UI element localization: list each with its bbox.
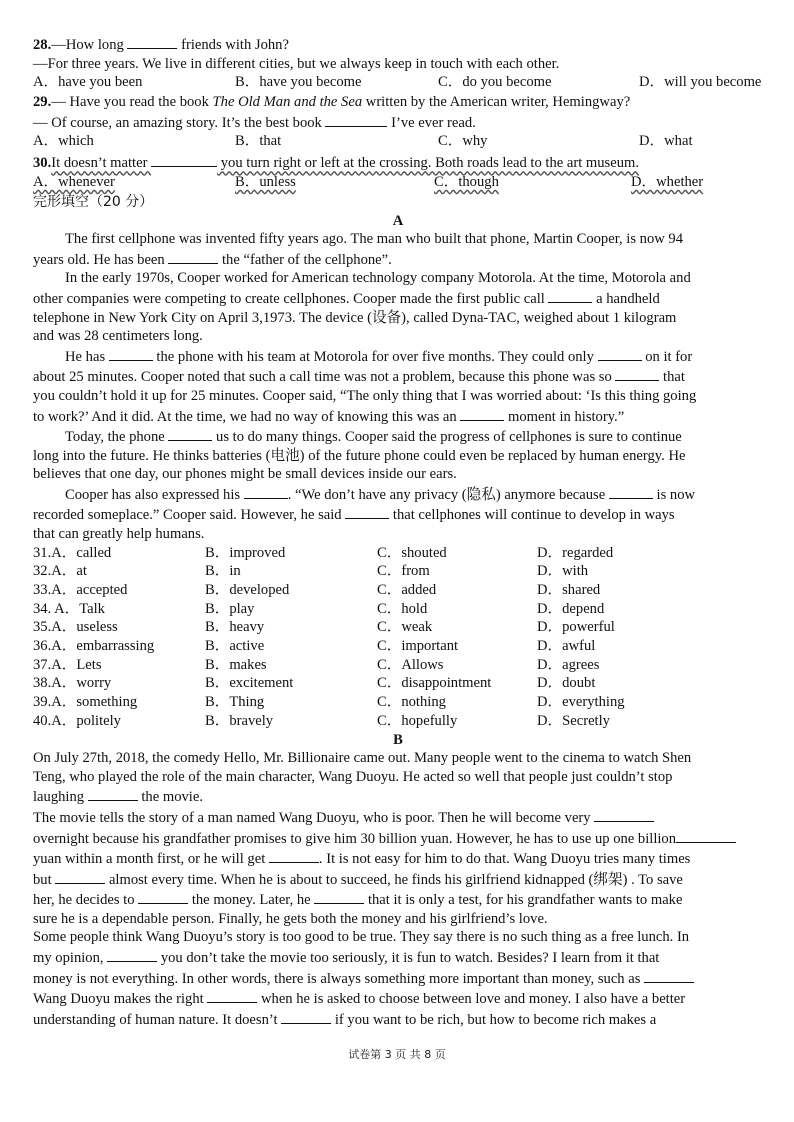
option: D．agrees bbox=[537, 656, 600, 673]
answer-blank bbox=[281, 1009, 331, 1024]
option: C．though bbox=[434, 173, 499, 190]
blank-40 bbox=[345, 504, 389, 519]
option: D．doubt bbox=[537, 675, 596, 692]
passage-line: about 25 minutes. Cooper noted that such a call time was not a problem, because this phone was so that bbox=[33, 366, 763, 387]
option: D．powerful bbox=[537, 619, 615, 636]
passage-line: He has the phone with his team at Motorola for over five months. They could only on it for bbox=[33, 346, 763, 367]
blank-33 bbox=[109, 346, 153, 361]
answer-blank bbox=[88, 786, 138, 801]
option: 36.A．embarrassing bbox=[33, 638, 155, 655]
option: C．weak bbox=[377, 619, 433, 636]
page-footer: 试卷第 3 页 共 8 页 bbox=[348, 1048, 446, 1061]
option-row bbox=[33, 674, 763, 693]
answer-blank bbox=[676, 828, 736, 843]
option: B．play bbox=[205, 600, 255, 617]
answer-blank bbox=[107, 947, 157, 962]
option: B．in bbox=[205, 563, 241, 580]
option: C．why bbox=[438, 133, 488, 150]
passage-line: to work?’ And it did. At the time, we had no way of knowing this was an moment in history.” bbox=[33, 406, 763, 427]
blank-39 bbox=[609, 484, 653, 499]
passage-line: The movie tells the story of a man named Wang Duoyu, who is poor. Then he will become very bbox=[33, 807, 763, 828]
passage-line: yuan within a month first, or he will get . It is not easy for him to do that. Wang Duoyu tries many times bbox=[33, 848, 763, 869]
passage-line: my opinion, you don’t take the movie too seriously, it is fun to watch. Besides? I learn from it that bbox=[33, 947, 763, 968]
answer-blank bbox=[127, 34, 177, 49]
options-28 bbox=[33, 73, 763, 93]
option: D．regarded bbox=[537, 544, 614, 561]
option: C．Allows bbox=[377, 656, 444, 673]
option: A．which bbox=[33, 133, 94, 150]
option: 31.A．called bbox=[33, 544, 112, 561]
exam-page bbox=[33, 34, 763, 1029]
options-grid bbox=[33, 544, 763, 731]
question-29: 29.— Have you read the book The Old Man and the Sea written by the American writer, Hemingway? bbox=[33, 94, 631, 111]
question-number: 30. bbox=[33, 155, 52, 172]
passage-line: Cooper has also expressed his . “We don’t have any privacy (隐私) anymore because is now bbox=[33, 484, 763, 505]
option: D．awful bbox=[537, 638, 596, 655]
option-row bbox=[33, 618, 763, 637]
answer-blank bbox=[269, 848, 319, 863]
passage-line: Today, the phone us to do many things. Cooper said the progress of cellphones is sure to continue bbox=[33, 426, 763, 447]
option-row bbox=[33, 562, 763, 581]
passage-line: laughing the movie. bbox=[33, 786, 763, 807]
passage-line: understanding of human nature. It doesn’t if you want to be rich, but how to become rich makes a bbox=[33, 1009, 763, 1030]
options-30 bbox=[33, 173, 763, 193]
option: D．will you become bbox=[639, 74, 762, 91]
option: C．hold bbox=[377, 600, 428, 617]
option: 37.A．Lets bbox=[33, 656, 102, 673]
option: B．heavy bbox=[205, 619, 265, 636]
blank-35 bbox=[615, 366, 659, 381]
option: C．disappointment bbox=[377, 675, 492, 692]
section-title: 完形填空（20 分） bbox=[33, 193, 154, 210]
option: B．unless bbox=[235, 173, 296, 190]
book-title: The Old Man and the Sea bbox=[212, 94, 363, 111]
blank-38 bbox=[244, 484, 288, 499]
option: D．shared bbox=[537, 582, 601, 599]
passage-b-title: B bbox=[393, 731, 403, 748]
passage-line: Teng, who played the role of the main character, Wang Duoyu. He acted so well that people just couldn’t stop bbox=[33, 768, 673, 785]
answer-blank bbox=[314, 889, 364, 904]
passage-line: years old. He has been the “father of the cellphone”. bbox=[33, 249, 763, 270]
passage-a-title: A bbox=[392, 212, 404, 229]
question-number: 29. bbox=[33, 94, 52, 111]
options-29 bbox=[33, 132, 763, 152]
option: A．have you been bbox=[33, 74, 143, 91]
passage-line: her, he decides to the money. Later, he that it is only a test, for his grandfather wants to make bbox=[33, 889, 763, 910]
passage-line: Wang Duoyu makes the right when he is asked to choose between love and money. I also have a better bbox=[33, 988, 763, 1009]
option-row bbox=[33, 693, 763, 712]
option: C．added bbox=[377, 582, 437, 599]
option: C．hopefully bbox=[377, 712, 458, 729]
blank-36 bbox=[460, 406, 504, 421]
option: 34. A．Talk bbox=[33, 600, 105, 617]
blank-37 bbox=[168, 426, 212, 441]
passage-line: overnight because his grandfather promises to give him 30 billion yuan. However, he has to use up one billion bbox=[33, 828, 763, 849]
question-28: 28.—How long friends with John? bbox=[33, 34, 763, 55]
passage-line: recorded someplace.” Cooper said. However, he said that cellphones will continue to develop in ways bbox=[33, 504, 763, 525]
option: B．makes bbox=[205, 656, 267, 673]
question-text: — Of course, an amazing story. It’s the best book I’ve ever read. bbox=[33, 112, 763, 133]
option: B．Thing bbox=[205, 694, 265, 711]
option: C．nothing bbox=[377, 694, 446, 711]
option: D．whether bbox=[631, 173, 704, 190]
option-row bbox=[33, 656, 763, 675]
passage-line: In the early 1970s, Cooper worked for American technology company Motorola. At the time, Motorola and bbox=[65, 270, 691, 287]
answer-blank bbox=[207, 988, 257, 1003]
answer-blank bbox=[644, 968, 694, 983]
passage-line: but almost every time. When he is about to succeed, he finds his girlfriend kidnapped (绑架) . To save bbox=[33, 869, 763, 890]
passage-line: money is not everything. In other words, there is always something more important than money, such as bbox=[33, 968, 763, 989]
option: 33.A．accepted bbox=[33, 582, 128, 599]
passage-line: sure he is a dependable person. Finally, he gets both the money and his girlfriend’s love. bbox=[33, 910, 548, 927]
option: D．what bbox=[639, 133, 693, 150]
answer-blank bbox=[55, 869, 105, 884]
option: B．bravely bbox=[205, 712, 274, 729]
passage-line: The first cellphone was invented fifty years ago. The man who built that phone, Martin Cooper, is now 94 bbox=[65, 231, 684, 248]
passage-b bbox=[33, 749, 763, 1029]
answer-blank bbox=[138, 889, 188, 904]
passage-line: you couldn’t hold it up for 25 minutes. Cooper said, “The only thing that I was worried about: ‘Is this thing going bbox=[33, 387, 697, 404]
option: 32.A．at bbox=[33, 563, 87, 580]
passage-line: other companies were competing to create cellphones. Cooper made the first public call a handheld bbox=[33, 288, 763, 309]
answer-blank bbox=[594, 807, 654, 822]
passage-line: that can greatly help humans. bbox=[33, 526, 205, 543]
option: B．improved bbox=[205, 544, 286, 561]
question-text: —For three years. We live in different cities, but we always keep in touch with each other. bbox=[33, 55, 560, 72]
option: D．depend bbox=[537, 600, 605, 617]
option-row bbox=[33, 712, 763, 731]
answer-blank bbox=[325, 112, 387, 127]
option: B．developed bbox=[205, 582, 290, 599]
option: 40.A．politely bbox=[33, 712, 121, 729]
option: C．do you become bbox=[438, 74, 552, 91]
passage-line: telephone in New York City on April 3,1973. The device (设备), called Dyna-TAC, weighed about 1 kilogram bbox=[33, 309, 677, 326]
option: C．important bbox=[377, 638, 459, 655]
option-row bbox=[33, 637, 763, 656]
option: B．that bbox=[235, 133, 282, 150]
option-row bbox=[33, 581, 763, 600]
option-row bbox=[33, 544, 763, 563]
option: 35.A．useless bbox=[33, 619, 118, 636]
passage-line: and was 28 centimeters long. bbox=[33, 328, 203, 345]
answer-blank bbox=[151, 152, 217, 167]
option: 38.A．worry bbox=[33, 675, 112, 692]
option: C．from bbox=[377, 563, 430, 580]
option: D．Secretly bbox=[537, 712, 610, 729]
passage-line: Some people think Wang Duoyu’s story is too good to be true. They say there is no such thing as a free lunch. In bbox=[33, 929, 690, 946]
option-row bbox=[33, 600, 763, 619]
option: 39.A．something bbox=[33, 694, 138, 711]
option: D．everything bbox=[537, 694, 625, 711]
option: C．shouted bbox=[377, 544, 447, 561]
question-number: 28. bbox=[33, 37, 52, 53]
option: B．excitement bbox=[205, 675, 294, 692]
blank-32 bbox=[548, 288, 592, 303]
question-30: 30.It doesn’t matter you turn right or left at the crossing. Both roads lead to the art museum. bbox=[33, 152, 763, 173]
option: A．whenever bbox=[33, 173, 115, 190]
option: B．have you become bbox=[235, 74, 362, 91]
option: D．with bbox=[537, 563, 589, 580]
passage-line: believes that one day, our phones might be small devices inside our ears. bbox=[33, 466, 457, 483]
passage-line: long into the future. He thinks batteries (电池) of the future phone could even be replaced by human energy. He bbox=[33, 447, 686, 464]
blank-34 bbox=[598, 346, 642, 361]
blank-31 bbox=[168, 249, 218, 264]
passage-line: On July 27th, 2018, the comedy Hello, Mr. Billionaire came out. Many people went to the cinema to watch Shen bbox=[33, 750, 692, 767]
option: B．active bbox=[205, 638, 265, 655]
